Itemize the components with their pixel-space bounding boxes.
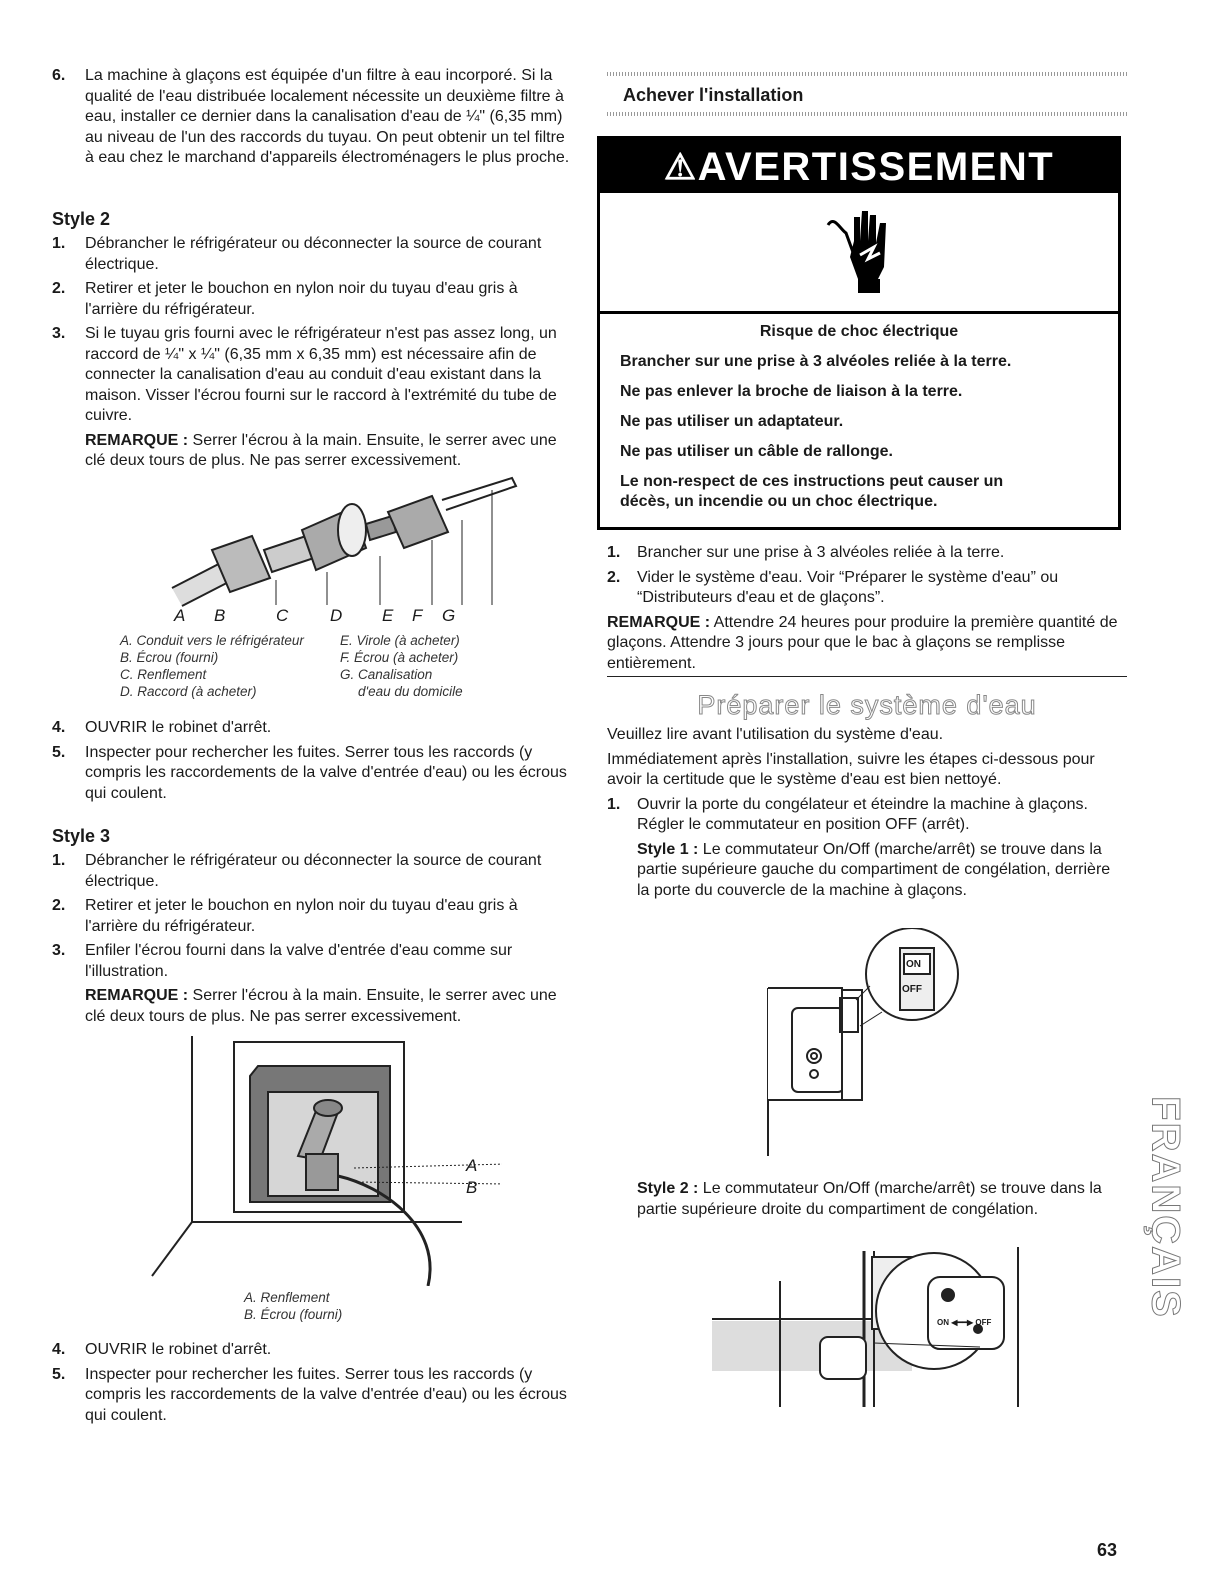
- note-label: REMARQUE :: [85, 987, 189, 1004]
- note-label: Style 2 :: [637, 1180, 699, 1197]
- item-number: 2.: [52, 280, 66, 297]
- fittings-illustration: [152, 470, 552, 610]
- style2-heading: Style 2: [52, 209, 111, 229]
- warning-body: [600, 322, 1118, 512]
- letter-d: D: [330, 606, 343, 625]
- item-number: 5.: [52, 1365, 66, 1383]
- list-item: [52, 941, 572, 982]
- item-text: Si le tuyau gris fourni avec le réfrigérateur n'est pas assez long, un raccord de ¼" x ¼" (6,35 mm x 6,35 mm) est nécessaire afin de connecter la canalisation d'eau au conduit d'eau existant dans la maison. Visser l'écrou fourni sur le raccord à l'extrémité du tube de cuivre.: [85, 325, 557, 424]
- figure-captions-right: [340, 632, 540, 700]
- label-a: A: [466, 1156, 478, 1175]
- page-number: 63: [1097, 1540, 1118, 1560]
- section2-title: Préparer le système d'eau: [697, 690, 1037, 720]
- item-number: 2.: [52, 897, 66, 914]
- note: [52, 986, 572, 1027]
- figure-captions-left: [120, 632, 330, 700]
- item-number: 1.: [607, 795, 621, 813]
- language-side-tab: [1140, 1080, 1190, 1340]
- divider: [607, 72, 1127, 76]
- item-text: Enfiler l'écrou fourni dans la valve d'entrée d'eau comme sur l'illustration.: [85, 942, 513, 980]
- warning-box: [597, 136, 1121, 530]
- list-item: [52, 324, 572, 427]
- list-item: [52, 851, 572, 892]
- item-text: Inspecter pour rechercher les fuites. Serrer tous les raccords (y compris les raccordements de la valve d'entrée d'eau) ou les écrous qui coulent.: [85, 743, 567, 802]
- note-label: REMARQUE :: [607, 613, 711, 631]
- item-number: 2.: [607, 568, 621, 586]
- list-item: [607, 795, 1127, 836]
- warning-line: Brancher sur une prise à 3 alvéoles reliée à la terre.: [620, 353, 1012, 370]
- warning-icon-area: [600, 193, 1118, 314]
- valve-illustration: [142, 1036, 502, 1286]
- item-number: 1.: [52, 852, 66, 869]
- item-text: Débrancher le réfrigérateur ou déconnecter la source de courant électrique.: [85, 235, 542, 273]
- item-text: OUVRIR le robinet d'arrêt.: [85, 719, 272, 736]
- note-text: Serrer l'écrou à la main. Ensuite, le serrer avec une clé deux tours de plus. Ne pas serrer excessivement.: [85, 431, 557, 469]
- caption: G. Canalisation: [340, 667, 433, 682]
- fig4-switch-label: ON ◀━━▶ OFF: [937, 1318, 992, 1327]
- caption: A. Renflement: [244, 1290, 330, 1305]
- warning-line: Le non-respect de ces instructions peut causer un décès, un incendie ou un choc électrique.: [620, 473, 1004, 510]
- caption: F. Écrou (à acheter): [340, 650, 459, 665]
- divider: [607, 112, 1127, 116]
- letter-g: G: [442, 606, 456, 625]
- letter-f: F: [412, 606, 423, 625]
- note-label: Style 1 :: [637, 840, 699, 858]
- warning-header: [600, 139, 1118, 193]
- switch-style1-illustration: [762, 928, 972, 1158]
- warning-line: Ne pas utiliser un câble de rallonge.: [620, 443, 893, 460]
- side-tab-label: FRANÇAIS: [1143, 1096, 1188, 1319]
- note-text: Attendre 24 heures pour produire la première quantité de glaçons. Attendre 3 jours pour que le bac à glaçons se remplisse entièrement.: [607, 613, 1118, 672]
- item-text: Vider le système d'eau. Voir “Préparer le système d'eau” ou “Distributeurs d'eau et de glaçons”.: [637, 568, 1059, 606]
- list-item: [607, 543, 1127, 564]
- letter-b: B: [214, 606, 226, 625]
- warning-title: AVERTISSEMENT: [697, 145, 1055, 189]
- warning-line: Ne pas enlever la broche de liaison à la terre.: [620, 383, 963, 400]
- warning-triangle-icon: ⚠: [663, 146, 698, 187]
- item-number: 4.: [52, 1341, 66, 1358]
- note-text: Le commutateur On/Off (marche/arrêt) se trouve dans la partie supérieure droite du compartiment de congélation.: [637, 1180, 1102, 1218]
- note: [52, 431, 572, 472]
- letter-a: A: [174, 606, 186, 625]
- caption: C. Renflement: [120, 667, 207, 682]
- caption: B. Écrou (fourni): [120, 650, 219, 665]
- item-text: La machine à glaçons est équipée d'un filtre à eau incorporé. Si la qualité de l'eau distribuée localement nécessite un deuxième filtre à eau, installer ce dernier dans la canalisation d'eau de ¼" (6,35 mm) au niveau de l'un des raccords du tuyau. On peut obtenir un tel filtre à eau chez le marchand d'appareils électroménagers le plus proche.: [85, 67, 570, 166]
- item-number: 6.: [52, 67, 66, 84]
- caption: E. Virole (à acheter): [340, 633, 460, 648]
- item-text: Inspecter pour rechercher les fuites. Serrer tous les raccords (y compris les raccordements de la valve d'entrée d'eau) ou les écrous qui coulent.: [85, 1365, 567, 1424]
- list-item: [607, 568, 1127, 609]
- item-text: Brancher sur une prise à 3 alvéoles reliée à la terre.: [637, 544, 1005, 561]
- label-b: B: [466, 1178, 478, 1197]
- item-text: Retirer et jeter le bouchon en nylon noir du tuyau d'eau gris à l'arrière du réfrigérateur.: [85, 280, 518, 318]
- note-label: REMARQUE :: [85, 431, 189, 449]
- list-item: [52, 718, 572, 739]
- item-text: OUVRIR le robinet d'arrêt.: [85, 1341, 272, 1358]
- electric-shock-hand-icon: [824, 207, 894, 297]
- note: [607, 613, 1127, 675]
- letter-e: E: [382, 606, 394, 625]
- warning-line: Ne pas utiliser un adaptateur.: [620, 413, 844, 430]
- style3-heading: Style 3: [52, 826, 111, 846]
- letter-c: C: [276, 606, 289, 625]
- list-item: [52, 66, 572, 169]
- item-number: 4.: [52, 719, 66, 736]
- intro-text: Immédiatement après l'installation, suivre les étapes ci-dessous pour avoir la certitude que le système d'eau est bien nettoyé.: [607, 750, 1095, 788]
- note-text: Le commutateur On/Off (marche/arrêt) se trouve dans la partie supérieure gauche du compartiment de congélation, derrière la porte du couvercle de la machine à glaçons.: [637, 840, 1111, 899]
- list-item: [52, 1365, 572, 1427]
- caption: D. Raccord (à acheter): [120, 684, 257, 699]
- item-number: 3.: [52, 325, 66, 342]
- item-text: Débrancher le réfrigérateur ou déconnecter la source de courant électrique.: [85, 852, 542, 890]
- item-number: 3.: [52, 942, 66, 959]
- switch-off-label: OFF: [902, 984, 922, 995]
- style1-note: [607, 840, 1127, 902]
- list-item: [52, 743, 572, 805]
- list-item: [52, 1340, 572, 1361]
- item-number: 1.: [607, 544, 621, 561]
- list-item: [52, 234, 572, 275]
- note-text: Serrer l'écrou à la main. Ensuite, le serrer avec une clé deux tours de plus. Ne pas serrer excessivement.: [85, 987, 557, 1025]
- warning-risk: Risque de choc électrique: [759, 323, 959, 340]
- item-text: Ouvrir la porte du congélateur et éteindre la machine à glaçons. Régler le commutateur en position OFF (arrêt).: [637, 795, 1088, 833]
- section-title: Achever l'installation: [623, 85, 804, 105]
- divider: [607, 676, 1127, 677]
- switch-on-label: ON: [906, 959, 921, 970]
- item-number: 1.: [52, 235, 66, 252]
- list-item: [52, 896, 572, 937]
- intro-text: Veuillez lire avant l'utilisation du système d'eau.: [607, 726, 944, 743]
- style2-note: [637, 1179, 1117, 1220]
- caption: A. Conduit vers le réfrigérateur: [120, 633, 304, 648]
- caption: B. Écrou (fourni): [244, 1307, 343, 1322]
- list-item: [52, 279, 572, 320]
- fig4-off-label: OFF: [975, 1318, 992, 1327]
- switch-style2-illustration: [712, 1247, 1022, 1407]
- item-number: 5.: [52, 743, 66, 761]
- caption: d'eau du domicile: [358, 684, 463, 699]
- figure2-captions: [244, 1289, 342, 1323]
- fig4-on-label: ON: [937, 1318, 949, 1327]
- item-text: Retirer et jeter le bouchon en nylon noir du tuyau d'eau gris à l'arrière du réfrigérateur.: [85, 897, 518, 935]
